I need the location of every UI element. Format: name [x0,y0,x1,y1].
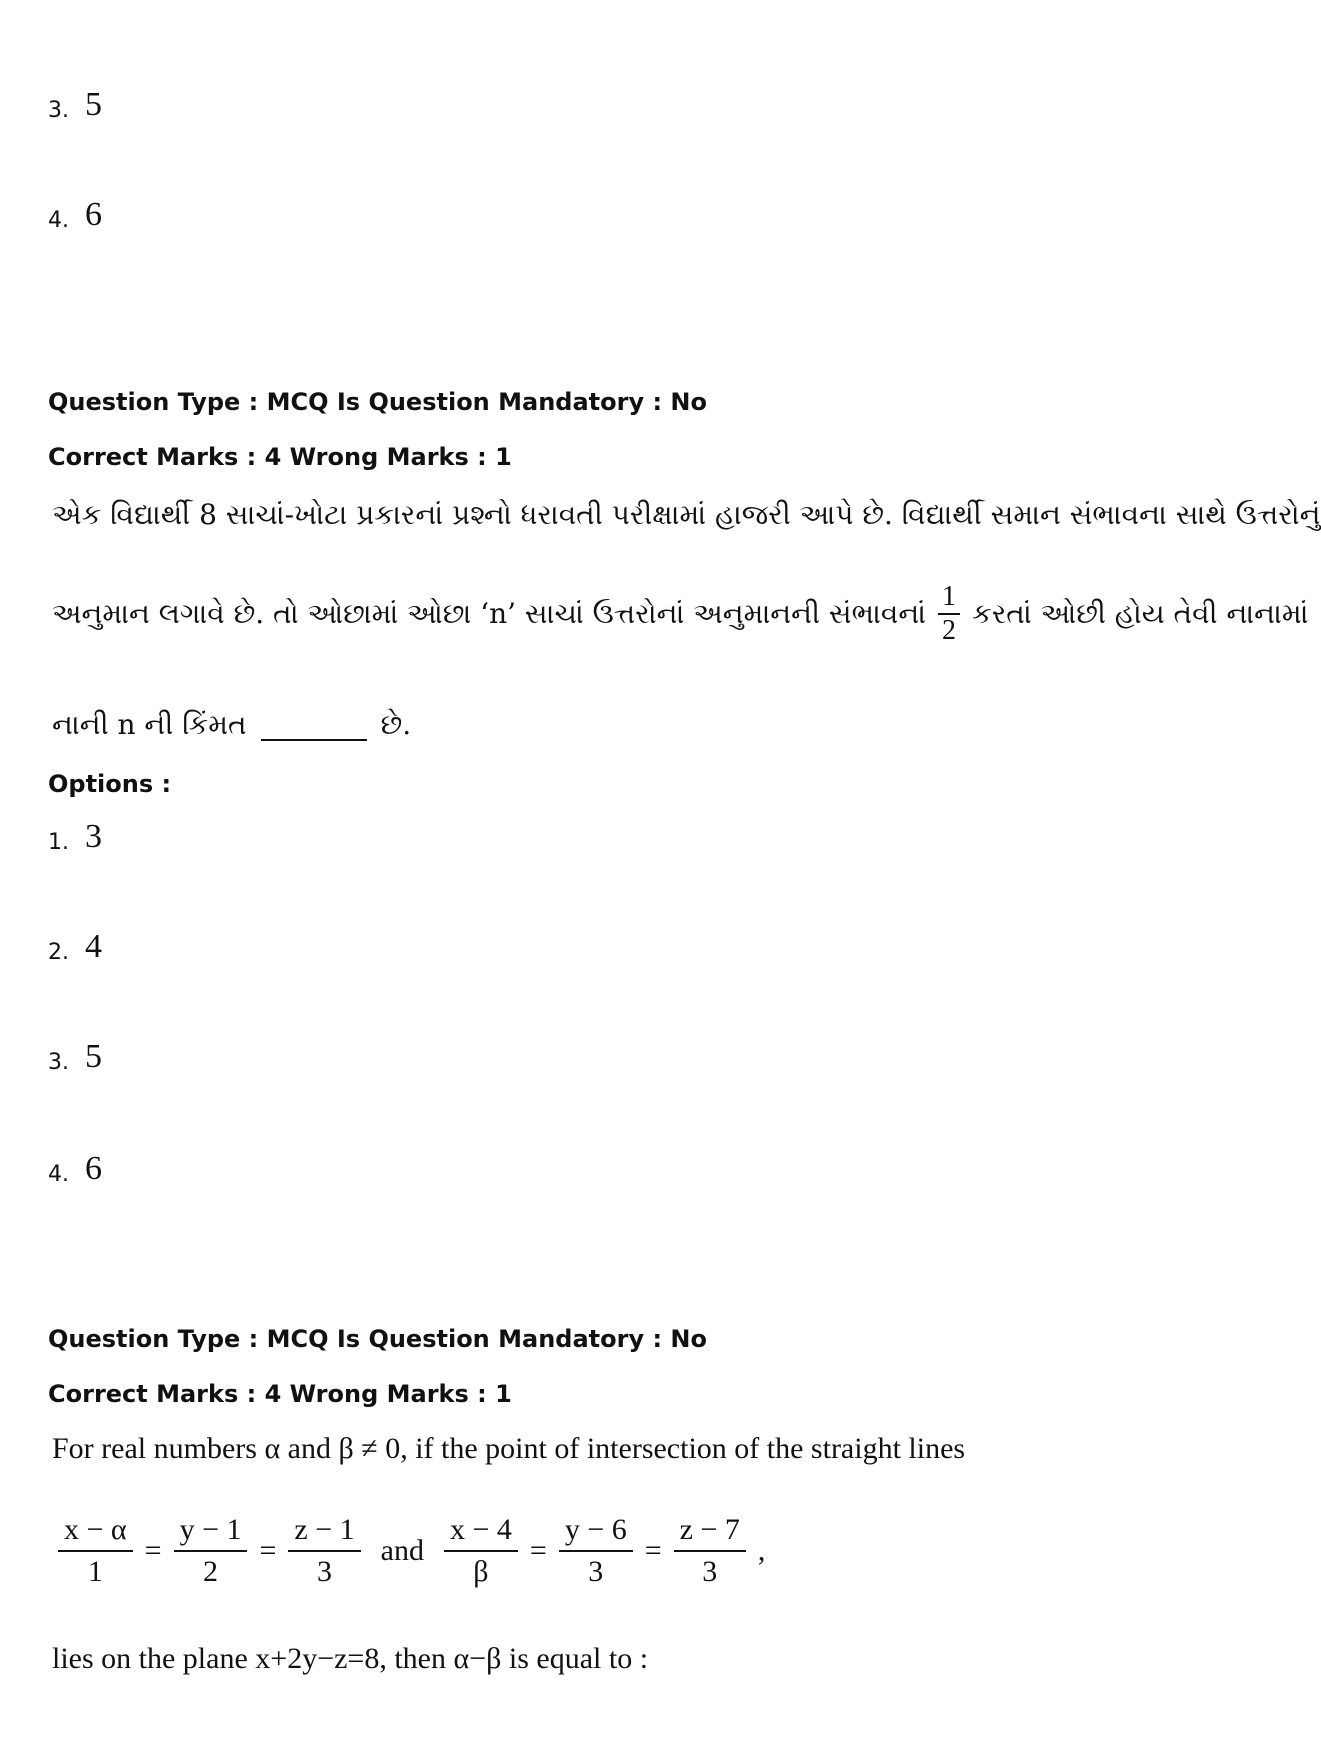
question-text-segment: અનુમાન લગાવે છે. તો ઓછામાં ઓછા ‘n’ સાચાં ઉત્તરોનાં અનુમાનની સંભાવનાં [52,597,927,630]
option-value: 5 [85,1038,102,1075]
equals-sign: = [644,1534,662,1567]
equals-sign: = [144,1534,162,1567]
fraction [559,1510,633,1592]
option-value: 4 [85,928,102,965]
fraction [674,1510,746,1592]
fraction-numerator: x − 4 [444,1510,518,1552]
question-text-line [52,708,411,742]
fraction-denominator: 2 [942,615,957,646]
fraction-numerator: 1 [942,581,957,612]
option-value: 6 [85,196,102,233]
comma: , [757,1534,766,1567]
option-4[interactable] [48,1152,102,1186]
equals-sign: = [529,1534,547,1567]
question-text-line: lies on the plane x+2y−z=8, then α−β is equal to : [52,1642,649,1675]
marks-line: Correct Marks : 4 Wrong Marks : 1 [48,443,512,471]
fraction [58,1510,133,1592]
marks-line: Correct Marks : 4 Wrong Marks : 1 [48,1380,512,1408]
question-text-line [52,582,1309,646]
option-number: 1. [48,830,69,855]
line-equations [52,1510,771,1592]
option-3[interactable] [48,88,102,122]
and-word: and [380,1534,424,1567]
question-text-segment: કરતાં ઓછી હોય તેવી નાનામાં [972,597,1309,630]
question-text-line: એક વિદ્યાર્થી 8 સાચાં-ખોટા પ્રકારનાં પ્રશ્નો ધરાવતી પરીક્ષામાં હાજરી આપે છે. વિદ્યાર્થી સમાન સંભાવના સાથે ઉત્તરોનું [52,498,1321,531]
option-number: 3. [48,98,69,123]
fraction-numerator: x − α [58,1510,133,1552]
fraction-denominator: 3 [702,1555,718,1588]
question-text-line: For real numbers α and β ≠ 0, if the point of intersection of the straight lines [52,1432,966,1465]
fraction [288,1510,360,1592]
answer-blank [261,709,367,741]
question-type-line: Question Type : MCQ Is Question Mandatory : No [48,1325,707,1353]
option-number: 4. [48,208,69,233]
equals-sign: = [259,1534,277,1567]
fraction-one-half [938,582,960,646]
question-type-line: Question Type : MCQ Is Question Mandatory : No [48,388,707,416]
fraction-denominator: 3 [317,1555,333,1588]
fraction-denominator: β [473,1555,489,1588]
fraction-denominator: 3 [588,1555,604,1588]
question-text-segment: નાની n ની કિંમત [52,708,247,741]
option-number: 3. [48,1050,69,1075]
option-number: 4. [48,1162,69,1187]
option-1[interactable] [48,820,102,854]
option-value: 6 [85,1150,102,1187]
option-4[interactable] [48,198,102,232]
option-3[interactable] [48,1040,102,1074]
fraction-numerator: z − 7 [674,1510,746,1552]
fraction [174,1510,248,1592]
fraction [444,1510,518,1592]
option-2[interactable] [48,930,102,964]
options-label: Options : [48,770,172,798]
fraction-denominator: 2 [203,1555,219,1588]
fraction-numerator: y − 6 [559,1510,633,1552]
fraction-numerator: y − 1 [174,1510,248,1552]
fraction-numerator: z − 1 [288,1510,360,1552]
question-text-segment: છે. [380,708,412,741]
option-value: 5 [85,86,102,123]
fraction-denominator: 1 [87,1555,103,1588]
option-value: 3 [85,818,102,855]
option-number: 2. [48,940,69,965]
